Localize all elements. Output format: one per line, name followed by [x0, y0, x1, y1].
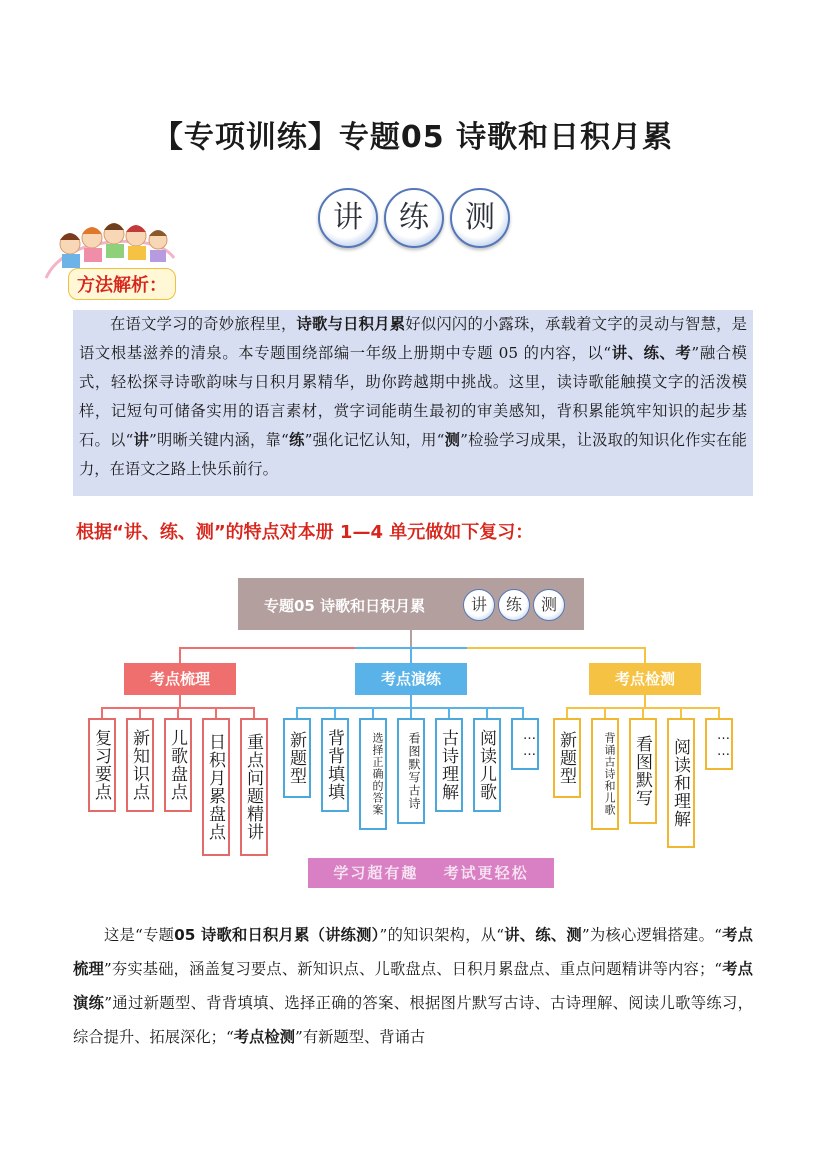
badge-lian: 练 [384, 188, 444, 248]
leaf-practice-5: 古诗理解 [435, 718, 463, 812]
leaf-practice-1: 新题型 [283, 718, 311, 798]
leaf-test-2: 背诵古诗和儿歌 [591, 718, 619, 830]
category-test: 考点检测 [589, 663, 701, 695]
leaf-test-3: 看图默写 [629, 718, 657, 824]
leaf-test-1: 新题型 [553, 718, 581, 798]
root-topic-box [238, 578, 584, 630]
intro-paragraph: 在语文学习的奇妙旅程里，诗歌与日积月累好似闪闪的小露珠，承载着文字的灵动与智慧，是语文根基滋养的清泉。本专题围绕部编一年级上册期中专题 05 的内容，以“讲、练、考”融合模式，轻松探寻诗歌韵味与日积月累精华，助你跨越期中挑战。这里，读诗歌能触摸文字的活泼模样，记短句可储备实用的语言素材，赏字词能萌生最初的审美感知，背积累能筑牢知识的起步基石。以“讲”明晰关键内涵，靠“练”强化记忆认知，用“测”检验学习成果，让汲取的知识化作实在能力，在语文之路上快乐前行。 [73, 310, 753, 496]
leaf-practice-more: …… [511, 718, 539, 770]
leaf-review-3: 儿歌盘点 [164, 718, 192, 812]
review-subheading: 根据“讲、练、测”的特点对本册 1—4 单元做如下复习： [76, 522, 534, 543]
leaf-review-2: 新知识点 [126, 718, 154, 812]
root-badge-lian: 练 [498, 589, 530, 621]
root-badge-jiang: 讲 [463, 589, 495, 621]
leaf-practice-6: 阅读儿歌 [473, 718, 501, 812]
leaf-practice-4: 看图默写古诗 [397, 718, 425, 824]
category-review: 考点梳理 [124, 663, 236, 695]
badge-ce: 测 [450, 188, 510, 248]
category-practice: 考点演练 [355, 663, 467, 695]
leaf-review-5: 重点问题精讲 [240, 718, 268, 856]
jiang-lian-ce-badges [318, 188, 518, 246]
method-analysis-label: 方法解析： [68, 268, 176, 300]
leaf-practice-2: 背背填填 [321, 718, 349, 812]
root-topic-label: 专题05 诗歌和日积月累 [264, 597, 426, 615]
knowledge-map-diagram [80, 570, 760, 900]
badge-jiang: 讲 [318, 188, 378, 248]
leaf-test-more: …… [705, 718, 733, 770]
leaf-test-4: 阅读和理解 [667, 718, 695, 848]
root-badge-ce: 测 [533, 589, 565, 621]
leaf-review-4: 日积月累盘点 [202, 718, 230, 856]
leaf-practice-3: 选择正确的答案 [359, 718, 387, 830]
slogan-banner: 学习超有趣 考试更轻松 [308, 858, 554, 888]
closing-paragraph: 这是“专题05 诗歌和日积月累（讲练测）”的知识架构，从“讲、练、测”为核心逻辑搭建。“考点梳理”夯实基础，涵盖复习要点、新知识点、儿歌盘点、日积月累盘点、重点问题精讲等内容；“考点演练”通过新题型、背背填填、选择正确的答案、根据图片默写古诗、古诗理解、阅读儿歌等练习，综合提升、拓展深化；“考点检测”有新题型、背诵古 [73, 926, 753, 1046]
page-title: 【专项训练】专题05 诗歌和日积月累 [152, 120, 674, 155]
leaf-review-1: 复习要点 [88, 718, 116, 812]
